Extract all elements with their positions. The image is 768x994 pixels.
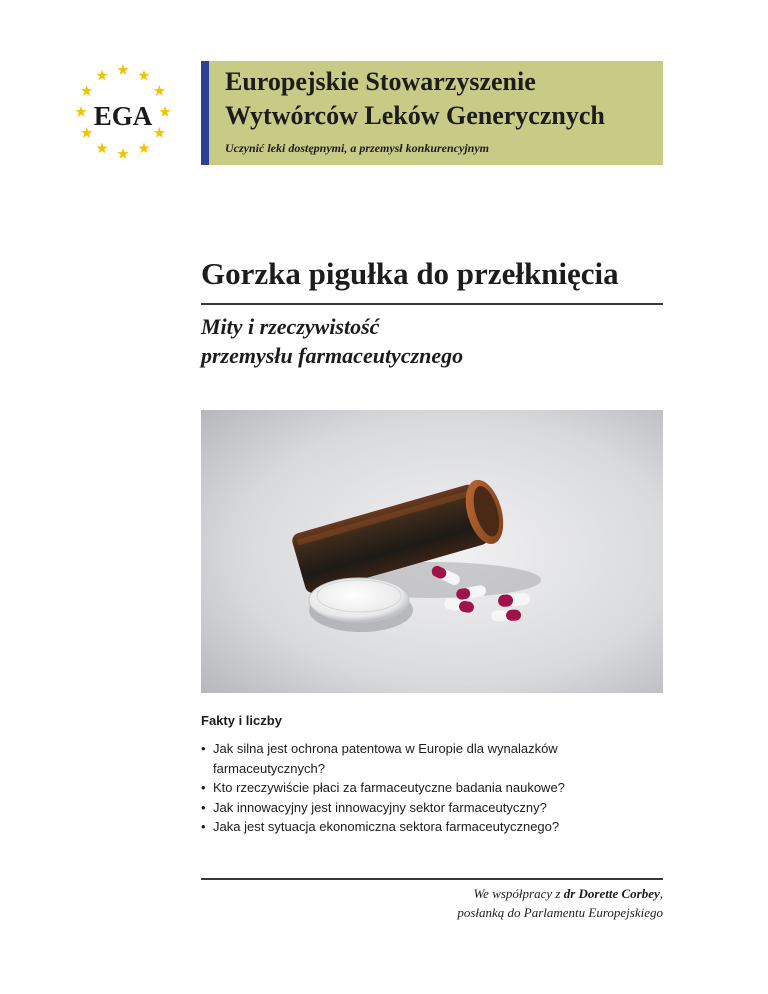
facts-list xyxy=(201,739,671,837)
list-item xyxy=(201,798,671,818)
star-icon xyxy=(117,64,128,75)
star-icon xyxy=(138,70,149,81)
title-divider xyxy=(201,303,663,305)
collaboration-line1 xyxy=(457,884,663,903)
bullet-icon: • xyxy=(201,799,206,815)
bullet-icon: • xyxy=(201,819,206,834)
star-icon xyxy=(159,106,170,117)
star-icon xyxy=(81,127,92,138)
page-title: Gorzka pigułka do przełknięcia xyxy=(201,256,619,291)
fact-text: Kto rzeczywiście płaci za farmaceutyczne badania naukowe? xyxy=(213,780,565,795)
collaborator-name: dr Dorette Corbey xyxy=(563,886,660,901)
facts-heading: Fakty i liczby xyxy=(201,713,282,728)
star-icon xyxy=(117,148,128,159)
collaboration-suffix: , xyxy=(659,886,663,901)
organization-tagline: Uczynić leki dostępnymi, a przemysł konkurencyjnym xyxy=(225,141,489,155)
star-icon xyxy=(154,127,165,138)
collaboration-prefix: We współpracy z xyxy=(473,886,564,901)
star-icon xyxy=(81,85,92,96)
bullet-icon: • xyxy=(201,741,206,756)
list-item xyxy=(201,739,671,778)
logo-text: EGA xyxy=(93,101,153,131)
star-icon xyxy=(154,85,165,96)
organization-name-line2: Wytwórców Leków Generycznych xyxy=(225,101,605,130)
fact-text-continued: farmaceutycznych? xyxy=(213,760,325,776)
fact-text: Jaka jest sytuacja ekonomiczna sektora farmaceutycznego? xyxy=(213,819,560,834)
star-icon xyxy=(96,70,107,81)
star-icon xyxy=(75,106,86,117)
bullet-icon: • xyxy=(201,780,206,795)
footer-divider xyxy=(201,878,663,880)
organization-name xyxy=(225,65,605,133)
fact-text: Jak innowacyjny jest innowacyjny sektor farmaceutyczny? xyxy=(213,799,547,815)
collaboration-note xyxy=(457,884,663,922)
subtitle-line2: przemysłu farmaceutycznego xyxy=(201,343,464,368)
page-subtitle xyxy=(201,312,463,370)
subtitle-line1: Mity i rzeczywistość xyxy=(201,314,380,339)
star-icon xyxy=(138,142,149,153)
list-item xyxy=(201,778,671,798)
fact-text: Jak silna jest ochrona patentowa w Europie dla wynalazków xyxy=(213,741,558,756)
star-icon xyxy=(96,142,107,153)
list-item xyxy=(201,817,671,837)
header-banner xyxy=(201,61,663,165)
pill-bottle-photo xyxy=(201,410,663,693)
ega-logo xyxy=(62,64,184,164)
collaborator-role: posłanką do Parlamentu Europejskiego xyxy=(457,905,663,920)
organization-name-line1: Europejskie Stowarzyszenie xyxy=(225,67,536,96)
